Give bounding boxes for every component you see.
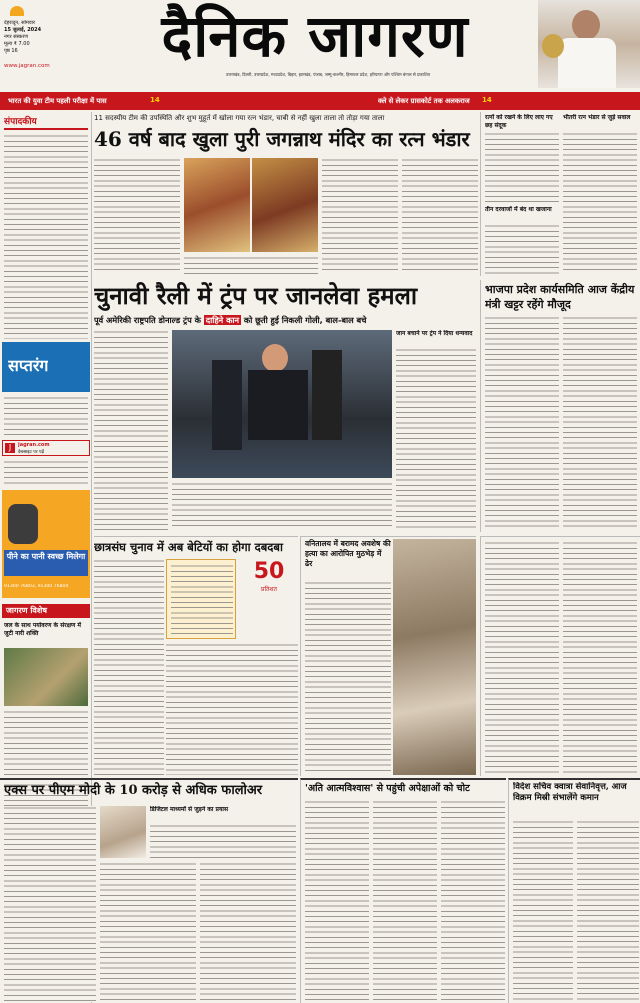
crime-story [300, 536, 476, 776]
stat-label: प्रतिशत [261, 586, 277, 593]
main-story [94, 280, 476, 532]
modi-headline[interactable]: एक्स पर पीएम मोदी के 10 करोड़ से अधिक फालोअर [4, 783, 263, 798]
right-head-1[interactable]: रत्नों को रखने के लिए लाए गए छह संदूक [485, 114, 553, 129]
edition-pages: पृष्ठ 16 [4, 48, 18, 54]
crowd-photo [393, 539, 476, 775]
ad-phone: 91300 76803, 91300 76804 [4, 584, 69, 589]
bjp-headline[interactable]: भाजपा प्रदेश कार्यसमिति आज केंद्रीय मंत्री खट्टर रहेंगे मौजूद [485, 283, 635, 311]
teaser-right-page: 14 [482, 96, 492, 104]
teaser-left-page: 14 [150, 96, 160, 104]
student-headline[interactable]: छात्रसंघ चुनाव में अब बेटियों का होगा दबदबा [94, 540, 283, 554]
stat-value: 50 [253, 559, 285, 584]
vishesh-photo [4, 648, 88, 706]
student-story [94, 536, 298, 776]
newspaper-title: दैनिक जागरण [161, 2, 469, 70]
water-tank-ad[interactable] [2, 490, 90, 598]
editorial-title: संपादकीय [4, 114, 88, 130]
ad-text: पीने का पानी स्वच्छ मिलेगा [4, 550, 88, 576]
teaser-left[interactable]: भारत की युवा टीम पहली परीक्षा में पास [8, 97, 107, 105]
site-sub: वेबसाइट पर पढ़ें [18, 450, 45, 455]
modi-quote: डिजिटल माध्यमों से जुड़ने का प्रयास [150, 806, 229, 813]
vishesh-headline[interactable]: जल के साथ पर्यावरण के संरक्षण में जुटी नारी शक्ति [4, 622, 82, 637]
bjp-story [480, 280, 640, 532]
water-tank-icon [8, 504, 38, 544]
masthead [0, 0, 640, 92]
subhead-highlight: दाहिने कान [205, 315, 240, 325]
saptrang-box [2, 342, 90, 392]
trump-photo [172, 330, 392, 478]
right-head-2[interactable]: तीन दरवाजों में बंद था खजाना [485, 206, 552, 213]
stat-box [240, 559, 298, 639]
foreign-story [508, 778, 640, 1003]
editions-line: उत्तराखंड, दिल्ली, उत्तरप्रदेश, मध्यप्रदेश, बिहार, झारखंड, पंजाब, जम्मू-कश्मीर, हिमाचल प्रदेश, हरियाणा और पश्चिम बंगाल से प्रकाशित [225, 72, 431, 77]
edition-price: मूल्य ₹ 7.00 [4, 41, 30, 47]
foreign-headline[interactable]: विदेश सचिव क्वात्रा सेवानिवृत्त, आज विक्रम मिस्री संभालेंगे कमान [513, 782, 627, 803]
main-headline[interactable]: चुनावी रैली में ट्रंप पर जानलेवा हमला [94, 281, 418, 310]
overconfidence-headline[interactable]: 'अति आत्मविश्वास' से पहुंची अपेक्षाओं को चोट [305, 783, 470, 794]
main-subhead: पूर्व अमेरिकी राष्ट्रपति डोनाल्ड ट्रंप के दाहिने कान को छूती हुई निकली गोली, बाल-बाल बचे [94, 315, 367, 325]
athlete-photo [538, 0, 640, 88]
lead-photo-2 [252, 158, 318, 252]
teaser-right[interactable]: क्ले से लेकर ग्रासकोर्ट तक अलकराज [378, 97, 470, 105]
lead-headline[interactable]: 46 वर्ष बाद खुला पुरी जगन्नाथ मंदिर का रत्न भंडार [94, 127, 470, 151]
right-lower [480, 536, 640, 776]
jagran-vishesh-label: जागरण विशेष [2, 604, 90, 618]
lead-photo-1 [184, 158, 250, 252]
site-j-icon: J [5, 443, 15, 453]
jagran-logo-sun-icon [10, 6, 24, 16]
top-teaser-bar [0, 92, 640, 110]
editorial-text [4, 134, 88, 339]
website[interactable]: www.jagran.com [4, 63, 50, 69]
right-column-top [480, 112, 640, 276]
edition-city: देहरादून, सोमवार [4, 20, 36, 26]
lead-story [94, 112, 478, 276]
edition-name: नगर संस्करण [4, 34, 29, 40]
student-info-box [166, 559, 236, 639]
modi-story [0, 778, 298, 1003]
edition-date: 15 जुलाई, 2024 [4, 27, 42, 33]
main-side-head[interactable]: जान बचाने पर ट्रंप ने दिया धन्यवाद [396, 330, 473, 337]
modi-photo [100, 806, 146, 858]
lead-kicker: 11 सदस्यीय टीम की उपस्थिति और शुभ मुहूर्त में खोला गया रत्न भंडार, चाबी से नहीं खुला ताला तो तोड़ा गया ताला [94, 114, 385, 122]
crime-headline[interactable]: वनितालय में बरामद अवशेष की हत्या का आरोपित मुठभेड़ में ढेर [305, 539, 391, 568]
saptrang-title: सप्तरंग [8, 356, 49, 375]
site-tag: jagran.com [18, 442, 50, 448]
overconfidence-story [300, 778, 506, 1003]
jagran-site-box[interactable] [2, 440, 90, 456]
right-head-3[interactable]: भीतरी रत्न भंडार से जुड़े सवाल [563, 114, 631, 121]
